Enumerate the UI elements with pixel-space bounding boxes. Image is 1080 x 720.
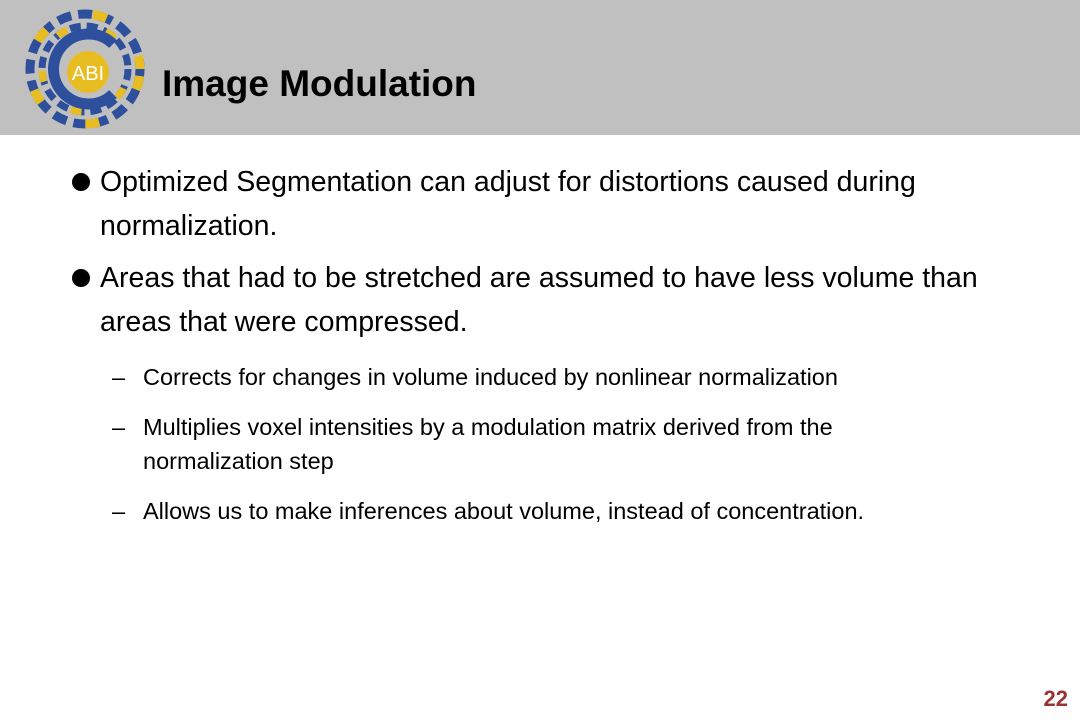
bullet-item bbox=[0, 160, 980, 248]
bullet-dot-icon bbox=[72, 269, 90, 287]
sub-bullet-item bbox=[0, 360, 973, 394]
slide-title: Image Modulation bbox=[162, 63, 477, 104]
bullet-text: Optimized Segmentation can adjust for distortions caused during normalization. bbox=[100, 166, 916, 242]
dash-icon: – bbox=[112, 364, 126, 390]
sub-bullet-text: Allows us to make inferences about volume, instead of concentration. bbox=[143, 498, 865, 524]
sub-bullet-item bbox=[0, 410, 973, 478]
slide-content bbox=[0, 160, 1080, 544]
bullet-dot-icon bbox=[72, 173, 90, 191]
sub-bullet-text: Multiplies voxel intensities by a modulation matrix derived from the normalization step bbox=[143, 414, 833, 474]
logo-text: ABI bbox=[71, 63, 105, 85]
sub-bullet-item bbox=[0, 494, 973, 528]
page-number: 22 bbox=[1043, 686, 1068, 711]
sub-bullet-text: Corrects for changes in volume induced by nonlinear normalization bbox=[143, 364, 838, 390]
bullet-text: Areas that had to be stretched are assumed to have less volume than areas that were compressed. bbox=[100, 262, 978, 338]
dash-icon: – bbox=[112, 414, 126, 440]
bullet-item bbox=[0, 256, 980, 344]
cabi-logo bbox=[20, 6, 150, 132]
dash-icon: – bbox=[112, 498, 126, 524]
